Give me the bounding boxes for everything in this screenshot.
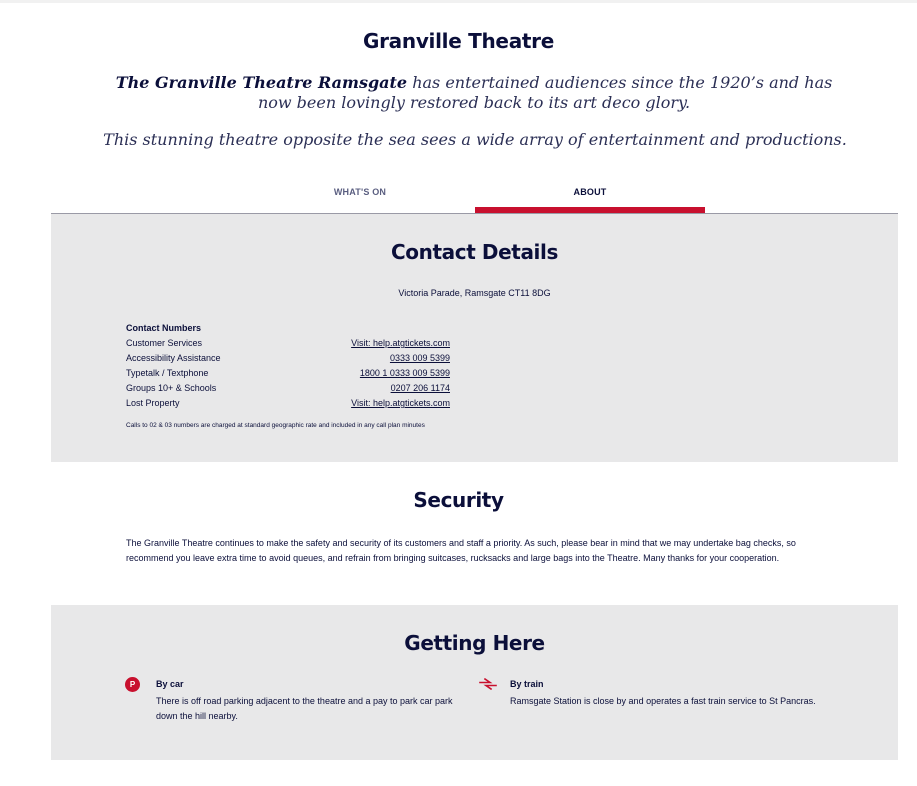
contact-link[interactable]: 1800 1 0333 009 5399 [359, 368, 450, 378]
venue-intro-text: has entertained audiences since the 1920’s and has now been lovingly restored back to its art deco glory. [257, 73, 833, 112]
top-divider [0, 0, 917, 3]
contact-link[interactable]: 0333 009 5399 [389, 353, 450, 363]
contact-label: Lost Property [126, 398, 180, 408]
national-rail-icon [479, 677, 497, 695]
security-heading: Security [413, 488, 504, 512]
getting-here-section [51, 605, 898, 760]
contact-row [126, 383, 450, 398]
contact-details-heading: Contact Details [391, 240, 558, 264]
venue-intro-emphasis: The Granville Theatre Ramsgate [115, 73, 408, 92]
parking-icon: P [125, 677, 140, 692]
by-train-title: By train [510, 679, 544, 689]
venue-intro [100, 73, 848, 113]
contact-link[interactable]: Visit: help.atgtickets.com [351, 398, 450, 408]
contact-label: Typetalk / Textphone [126, 368, 209, 378]
contact-details-section [51, 214, 898, 462]
venue-address: Victoria Parade, Ramsgate CT11 8DG [398, 288, 551, 298]
getting-here-heading: Getting Here [404, 631, 545, 655]
contact-link[interactable]: Visit: help.atgtickets.com [351, 338, 450, 348]
venue-intro-second: This stunning theatre opposite the sea sees a wide array of entertainment and productions. [103, 130, 847, 149]
contact-row [126, 398, 450, 413]
tab-about[interactable]: ABOUT [573, 187, 607, 197]
contact-row [126, 353, 450, 368]
contact-label: Customer Services [126, 338, 203, 348]
by-car-title: By car [156, 679, 184, 689]
by-train-text: Ramsgate Station is close by and operates a fast train service to St Pancras. [510, 696, 816, 706]
contact-row [126, 368, 450, 383]
tab-whats-on[interactable]: WHAT'S ON [333, 187, 387, 197]
contact-numbers-heading: Contact Numbers [126, 323, 202, 333]
contact-row [126, 338, 450, 353]
contact-label: Accessibility Assistance [126, 353, 221, 363]
venue-title: Granville Theatre [363, 29, 554, 53]
call-charges-note: Calls to 02 & 03 numbers are charged at standard geographic rate and included in any call plan minutes [126, 422, 425, 429]
security-body: The Granville Theatre continues to make the safety and security of its customers and staff a priority. As such, please bear in mind that we may undertake bag checks, so recommend you leave extra time to avoid queues, and refrain from bringing suitcases, rucksacks and large bags into the Theatre. Many thanks for your cooperation. [126, 538, 796, 563]
contact-label: Groups 10+ & Schools [126, 383, 217, 393]
by-car-text: There is off road parking adjacent to the theatre and a pay to park car park down the hill nearby. [156, 696, 453, 721]
contact-link[interactable]: 0207 206 1174 [390, 383, 450, 393]
active-tab-indicator [475, 207, 705, 213]
tab-bar [51, 178, 898, 214]
